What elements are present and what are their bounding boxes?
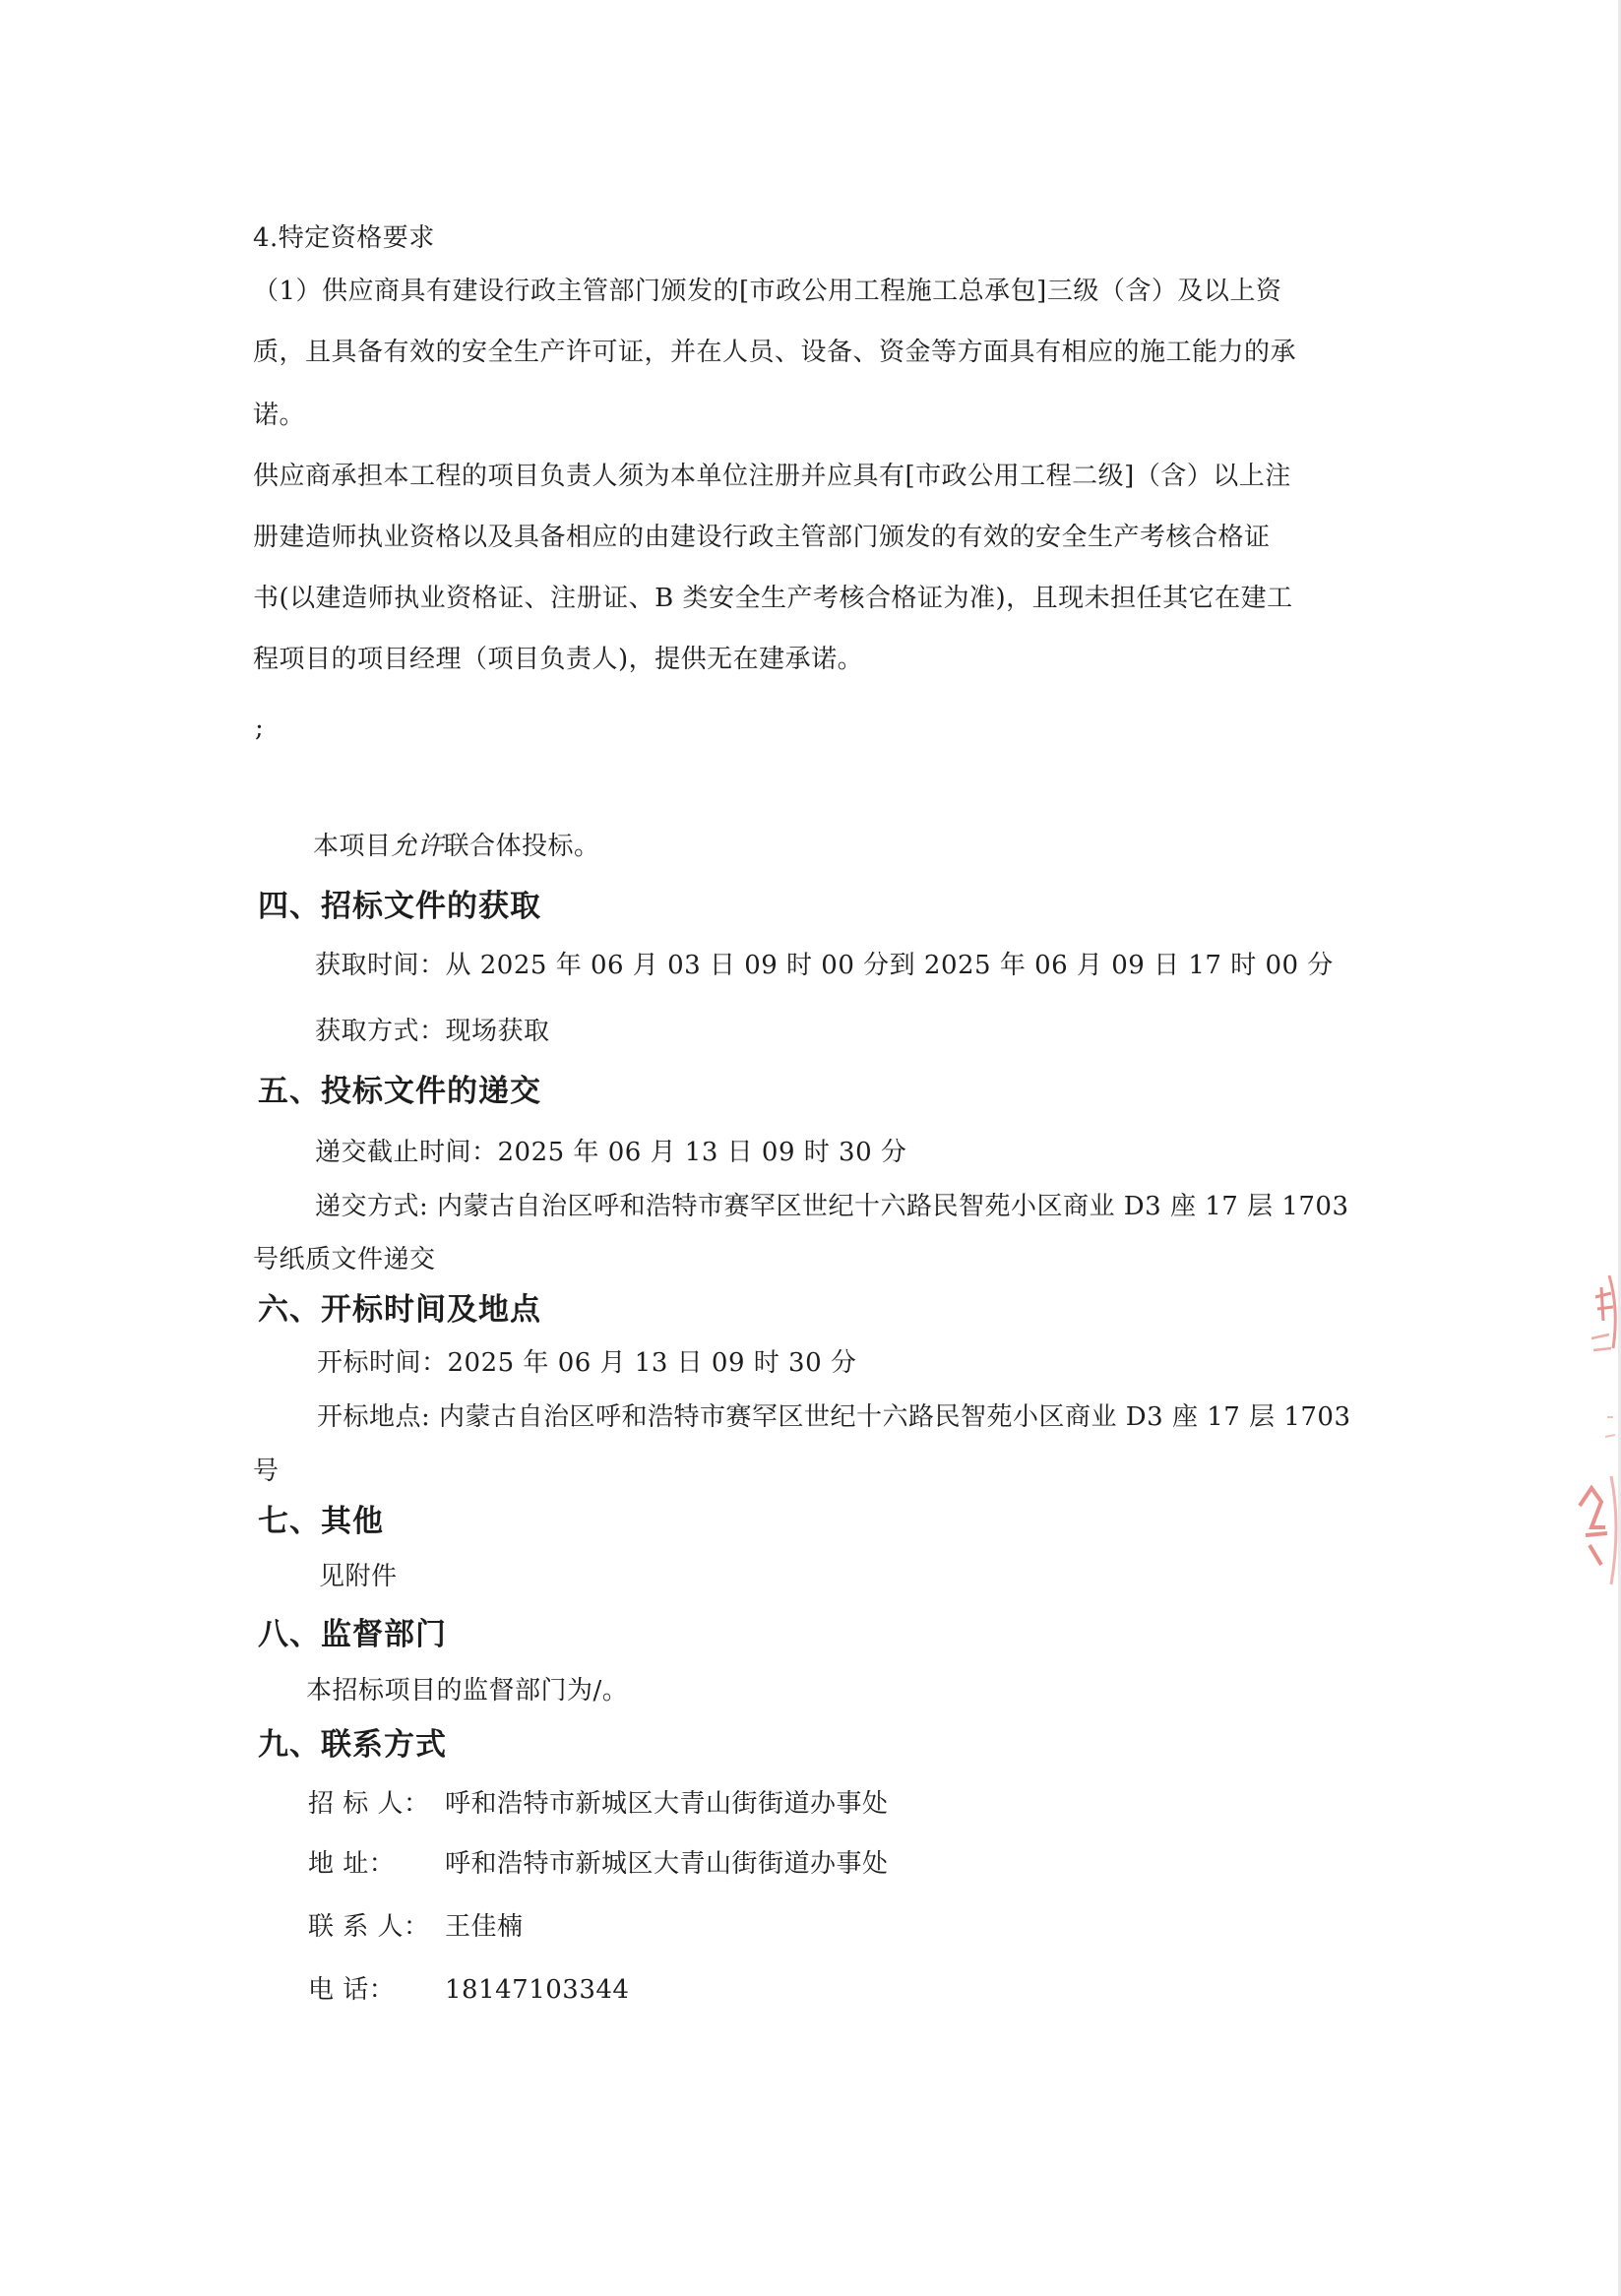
address-label: 地 址： — [308, 1849, 396, 1879]
section8-heading: 八、监督部门 — [258, 1617, 447, 1652]
seal-stamp-fragment — [1562, 1270, 1621, 1604]
seal-icon — [1562, 1270, 1621, 1604]
contact-row-phone — [308, 1972, 629, 2008]
qualification-title: 4.特定资格要求 — [253, 223, 435, 253]
qualification-para1-line3: 诺。 — [253, 401, 306, 430]
section5-deadline: 递交截止时间：2025 年 06 月 13 日 09 时 30 分 — [315, 1138, 907, 1167]
contact-value: 王佳楠 — [445, 1912, 524, 1942]
consortium-suffix: 联合体投标。 — [443, 832, 600, 861]
contact-label: 联 系 人： — [308, 1912, 430, 1942]
section9-heading: 九、联系方式 — [258, 1727, 447, 1763]
section6-heading: 六、开标时间及地点 — [258, 1292, 541, 1328]
contact-row-tenderer — [308, 1786, 889, 1822]
section4-method: 获取方式：现场获取 — [315, 1017, 550, 1046]
qualification-para2-line3: 书(以建造师执业资格证、注册证、B 类安全生产考核合格证为准)，且现未担任其它在建工 — [253, 584, 1293, 613]
qualification-para1-line2: 质，且具备有效的安全生产许可证，并在人员、设备、资金等方面具有相应的施工能力的承 — [253, 338, 1297, 367]
section6-time: 开标时间：2025 年 06 月 13 日 09 时 30 分 — [317, 1348, 857, 1378]
address-value: 呼和浩特市新城区大青山街街道办事处 — [445, 1849, 889, 1879]
section7-content: 见附件 — [319, 1562, 398, 1591]
qualification-para2-line4: 程项目的项目经理（项目负责人)，提供无在建承诺。 — [253, 645, 864, 674]
section6-place-line2: 号 — [253, 1457, 280, 1486]
phone-value: 18147103344 — [445, 1975, 630, 2005]
section8-content: 本招标项目的监督部门为/。 — [306, 1676, 629, 1706]
tenderer-value: 呼和浩特市新城区大青山街街道办事处 — [445, 1789, 889, 1819]
section7-heading: 七、其他 — [258, 1504, 384, 1539]
section5-heading: 五、投标文件的递交 — [258, 1074, 541, 1109]
section5-method-line2: 号纸质文件递交 — [253, 1245, 436, 1274]
qualification-para2-line1: 供应商承担本工程的项目负责人须为本单位注册并应具有[市政公用工程二级]（含）以上注 — [253, 462, 1291, 491]
section5-method-line1: 递交方式: 内蒙古自治区呼和浩特市赛罕区世纪十六路民智苑小区商业 D3 座 17 层 1703 — [315, 1192, 1349, 1221]
section6-place-line1: 开标地点: 内蒙古自治区呼和浩特市赛罕区世纪十六路民智苑小区商业 D3 座 17 层 1703 — [317, 1402, 1351, 1432]
section4-time: 获取时间：从 2025 年 06 月 03 日 09 时 00 分到 2025 年 06 月 09 日 17 时 00 分 — [315, 951, 1334, 980]
section4-heading: 四、招标文件的获取 — [258, 889, 541, 924]
qualification-para1-line1: （1）供应商具有建设行政主管部门颁发的[市政公用工程施工总承包]三级（含）及以上资 — [253, 277, 1282, 306]
tenderer-label: 招 标 人： — [308, 1789, 430, 1819]
qualification-semicolon: ; — [255, 714, 265, 743]
qualification-para2-line2: 册建造师执业资格以及具备相应的由建设行政主管部门颁发的有效的安全生产考核合格证 — [253, 523, 1271, 552]
consortium-value: 允许 — [391, 832, 444, 861]
contact-row-address — [308, 1846, 889, 1882]
contact-row-person — [308, 1909, 524, 1945]
consortium-line — [313, 829, 600, 864]
phone-label: 电 话： — [308, 1975, 396, 2005]
consortium-prefix: 本项目 — [313, 832, 392, 861]
